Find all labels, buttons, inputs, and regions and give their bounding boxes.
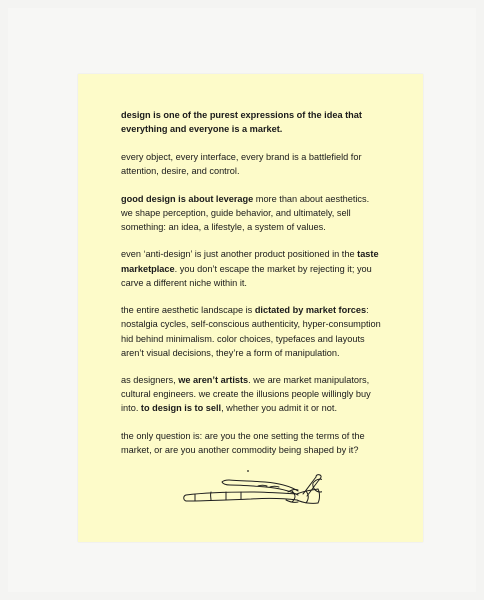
paragraph-3-segment-2: more than about aesthetics. we shape perception, guide behavior, and ultimately, sell something: an idea, a lifestyle, a system of values. xyxy=(121,193,370,232)
paragraph-4-segment-3: . you don’t escape the market by rejecting it; you carve a different niche within it. xyxy=(121,263,372,288)
paragraph-7 xyxy=(121,429,383,457)
paragraph-1-segment-1: design is one of the purest expressions of the idea that everything and everyone is a market. xyxy=(121,110,362,135)
paragraph-1 xyxy=(121,108,383,136)
paragraph-5-segment-1: the entire aesthetic landscape is xyxy=(121,305,255,316)
paragraph-4-segment-2: taste marketplace xyxy=(121,249,379,274)
outer-frame xyxy=(8,8,476,592)
paragraph-6-segment-2: we aren’t artists xyxy=(178,375,249,386)
poster-sheet xyxy=(78,74,423,542)
paragraph-5-segment-2: dictated by market forces xyxy=(254,305,367,316)
paragraph-6-segment-3: . we are market manipulators, cultural engineers. we create the illusions people willingly buy into. xyxy=(121,375,371,414)
paragraph-6-segment-1: as designers, xyxy=(121,375,179,386)
reclining-figure-drawing xyxy=(180,458,322,518)
paragraph-4-segment-1: even ‘anti-design’ is just another product positioned in the xyxy=(121,249,358,260)
paragraph-3 xyxy=(121,192,383,234)
paragraph-7-segment-1: the only question is: are you the one setting the terms of the market, or are you another commodity being shaped by it? xyxy=(121,431,365,456)
paragraph-6-segment-4: to design is to sell xyxy=(140,403,222,414)
paragraph-6 xyxy=(121,373,383,415)
paragraph-5-segment-3: : nostalgia cycles, self-conscious authenticity, hyper-consumption hid behind minimalism. color choices, typefaces and layouts aren’t visual decisions, they’re a form of manipulation. xyxy=(121,305,381,358)
paragraph-6-segment-5: , whether you admit it or not. xyxy=(221,403,337,414)
manifesto-text xyxy=(121,108,383,457)
paragraph-2 xyxy=(121,150,383,178)
paragraph-3-segment-1: good design is about leverage xyxy=(121,193,254,204)
paragraph-5 xyxy=(121,303,383,359)
paragraph-2-segment-1: every object, every interface, every brand is a battlefield for attention, desire, and control. xyxy=(121,151,362,176)
paragraph-4 xyxy=(121,247,383,289)
